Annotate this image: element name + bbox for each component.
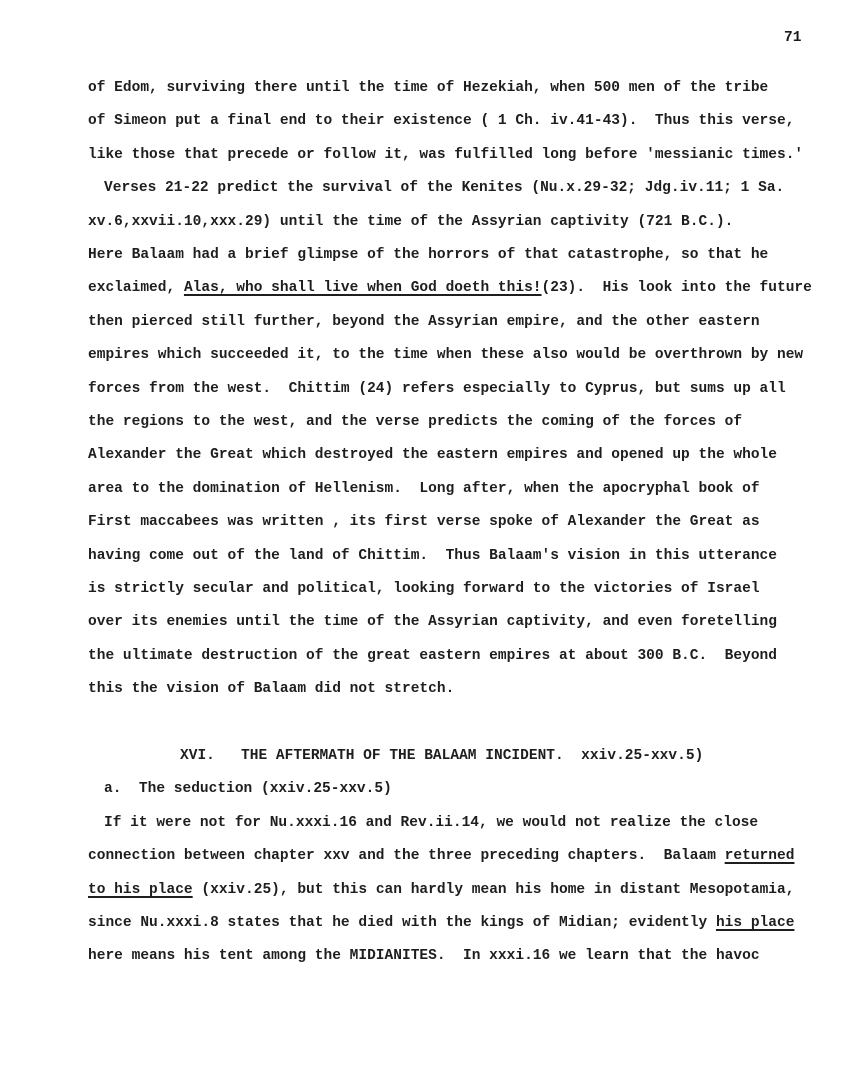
text-line xyxy=(88,80,768,100)
underlined-text: returned xyxy=(724,848,795,865)
text-segment: over its enemies until the time of the Assyrian captivity, and even foretelling xyxy=(88,614,777,631)
text-line xyxy=(104,180,784,200)
text-segment: area to the domination of Hellenism. Long after, when the apocryphal book of xyxy=(88,480,760,497)
text-segment: Verses 21-22 predict the survival of the Kenites (Nu.x.29-32; Jdg.iv.11; 1 Sa. xyxy=(104,180,785,197)
text-line xyxy=(88,247,768,267)
text-segment: Alexander the Great which destroyed the eastern empires and opened up the whole xyxy=(88,447,777,464)
text-line xyxy=(104,815,758,835)
text-line xyxy=(88,113,794,133)
text-line xyxy=(88,481,760,501)
underlined-text: to his place xyxy=(88,881,193,898)
text-line xyxy=(88,214,733,234)
text-segment: is strictly secular and political, looking forward to the victories of Israel xyxy=(88,581,760,597)
text-line xyxy=(88,280,812,300)
text-segment: First maccabees was written , its first verse spoke of Alexander the Great as xyxy=(88,514,760,531)
text-line xyxy=(88,548,777,568)
text-segment: of Edom, surviving there until the time of Hezekiah, when 500 men of the tribe xyxy=(88,80,769,96)
text-line xyxy=(88,414,742,434)
text-segment: (23). His look into the future xyxy=(541,280,812,297)
text-line xyxy=(88,882,794,902)
text-line xyxy=(88,848,794,868)
text-line xyxy=(88,681,454,701)
text-line xyxy=(88,948,760,968)
text-segment: since Nu.xxxi.8 states that he died with the kings of Midian; evidently xyxy=(88,915,716,931)
text-line xyxy=(88,514,760,534)
page-number: 71 xyxy=(784,30,802,46)
text-segment: exclaimed, xyxy=(88,280,184,297)
text-segment: (xxiv.25), but this can hardly mean his home in distant Mesopotamia, xyxy=(192,881,795,898)
text-line xyxy=(88,581,760,601)
text-segment: forces from the west. Chittim (24) refers especially to Cyprus, but sums up all xyxy=(88,380,786,397)
text-segment: then pierced still further, beyond the Assyrian empire, and the other eastern xyxy=(88,313,760,330)
section-heading xyxy=(180,748,703,768)
text-segment: like those that precede or follow it, was fulfilled long before 'messianic times.' xyxy=(88,146,804,163)
text-line xyxy=(88,447,777,467)
text-segment: the regions to the west, and the verse predicts the coming of the forces of xyxy=(88,414,743,430)
text-segment: having come out of the land of Chittim. Thus Balaam's vision in this utterance xyxy=(88,547,777,564)
underlined-text: Alas, who shall live when God doeth this! xyxy=(183,280,542,297)
text-line xyxy=(88,614,777,634)
text-line xyxy=(104,781,392,801)
text-line xyxy=(88,915,794,935)
text-segment: of Simeon put a final end to their existence ( 1 Ch. iv.41-43). Thus this verse, xyxy=(88,113,795,130)
text-segment: XVI. THE AFTERMATH OF THE BALAAM INCIDENT. xxiv.25-xxv.5) xyxy=(180,748,704,764)
text-segment: empires which succeeded it, to the time when these also would be overthrown by new xyxy=(88,347,804,364)
text-segment: here means his tent among the MIDIANITES. In xxxi.16 we learn that the havoc xyxy=(88,948,760,965)
text-segment: the ultimate destruction of the great eastern empires at about 300 B.C. Beyond xyxy=(88,647,777,664)
text-segment: a. The seduction (xxiv.25-xxv.5) xyxy=(104,781,392,798)
text-segment: this the vision of Balaam did not stretch. xyxy=(88,681,455,698)
text-segment: connection between chapter xxv and the three preceding chapters. Balaam xyxy=(88,848,725,865)
underlined-text: his place xyxy=(715,915,795,931)
text-line xyxy=(88,347,803,367)
text-segment: xv.6,xxvii.10,xxx.29) until the time of the Assyrian captivity (721 B.C.). xyxy=(88,213,734,230)
text-segment: Here Balaam had a brief glimpse of the horrors of that catastrophe, so that he xyxy=(88,247,769,263)
text-line xyxy=(88,381,786,401)
text-line xyxy=(88,314,760,334)
text-line xyxy=(88,648,777,668)
text-segment: If it were not for Nu.xxxi.16 and Rev.ii.14, we would not realize the close xyxy=(104,814,759,831)
text-line xyxy=(88,147,803,167)
